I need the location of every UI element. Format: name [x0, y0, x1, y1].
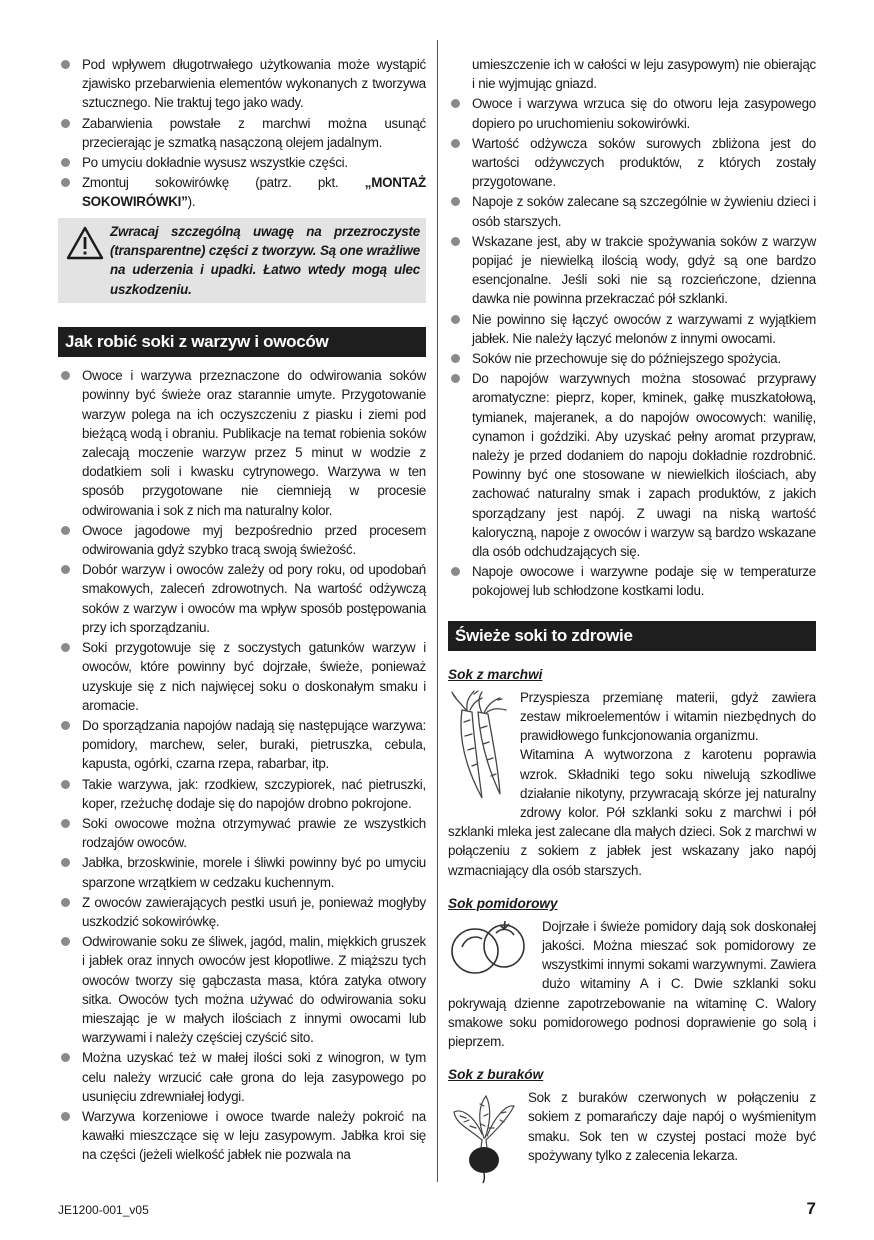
juice-paragraph: Dojrzałe i świeże pomidory dają sok doskonałej jakości. Można mieszać sok pomidorowy ze wszystkimi innymi sokami warzywnymi. Zawiera dużo witaminy A i C. Dwie szklanki soku pokrywają dzienne zapotrzebowanie na witaminę C. Walory smakowe soku pomidorowego podnosi doprawienie go solą i pieprzem.: [448, 918, 816, 1049]
list-item: Z owoców zawierających pestki usuń je, ponieważ mogłyby uszkodzić sokowirówkę.: [58, 893, 426, 931]
list-item: Wartość odżywcza soków surowych zbliżona jest do wartości odżywczych produktów, z których zostały przygotowane.: [448, 134, 816, 192]
assembly-text: Zmontuj sokowirówkę (patrz. pkt.: [82, 175, 365, 191]
right-column: [448, 55, 816, 1200]
section-title-juices-howto: Jak robić soki z warzyw i owoców: [58, 327, 426, 357]
assembly-end: ).: [187, 194, 196, 210]
juice-tomato: [448, 894, 816, 1051]
list-item: Wskazane jest, aby w trakcie spożywania soków z warzyw popijać je niewielką ilością wody, gdyż są one bardzo esencjonalne. Jeśli soki nie są rozcieńczone, dzienna dawka nie powinna przekraczać pół szklanki.: [448, 232, 816, 309]
left-column: [58, 55, 426, 1166]
juice-title: Sok z buraków: [448, 1067, 544, 1083]
list-item: Takie warzywa, jak: rzodkiew, szczypiorek, nać pietruszki, koper, rzeżuchę dodaje się do napojów drobno pokrojone.: [58, 775, 426, 813]
section-title-fresh-juices: Świeże soki to zdrowie: [448, 621, 816, 651]
warning-triangle-icon: [66, 222, 110, 265]
list-item: Soki owocowe można otrzymywać prawie ze wszystkich rodzajów owoców.: [58, 814, 426, 852]
juice-title: Sok z marchwi: [448, 666, 543, 682]
list-item: Można uzyskać też w małej ilości soki z winogron, w tym celu należy wrzucić całe grona do leja zasypowego po usunięciu zdrewniałej łodygi.: [58, 1048, 426, 1106]
list-item: Do napojów warzywnych można stosować przyprawy aromatyczne: pieprz, koper, kminek, gałkę muszkatołową, tymianek, majeranek, a do napojów owocowych: wanilię, cynamon i goździki. Aby uzyskać pełny aromat przypraw, należy je przed dodaniem do napoju dokładnie rozdrobnić. Powinny być one stosowane w niewielkich ilościach, aby zachować naturalny smak i zapach produktów, z jakich sporządzany jest napój. Z uwagi na niską wartość kaloryczną, napoje z owoców i warzyw są bardzo wskazane dla osób odchudzających się.: [448, 369, 816, 561]
list-item: Napoje z soków zalecane są szczególnie w żywieniu dzieci i osób starszych.: [448, 192, 816, 230]
column-divider: [437, 40, 438, 1182]
warning-box: [58, 218, 426, 304]
juice-beet: [448, 1065, 816, 1186]
warning-text: Zwracaj szczególną uwagę na przezroczyste (transparentne) części z tworzyw. Są one wrażliwe na uderzenia i upadki. Łatwo wtedy mogą ulec uszkodzeniu.: [110, 223, 420, 297]
list-item: Owoce jagodowe myj bezpośrednio przed procesem odwirowania gdyż szybko tracą swoją świeżość.: [58, 521, 426, 559]
document-code: JE1200-001_v05: [58, 1203, 149, 1217]
list-item: Odwirowanie soku ze śliwek, jagód, malin, miękkich gruszek i jabłek oraz innych owoców jest kłopotliwe. Z miąższu tych owoców tworzy się gąbczasta masa, która zatyka otwory sitka. Owoców tych można używać do odwirowania soku mieszając je w małych ilościach z innymi owocami lub warzywami i należy częściej czyścić sito.: [58, 932, 426, 1047]
juice-paragraph: Sok z buraków czerwonych w połączeniu z sokiem z pomarańczy daje napój o wyśmienitym smaku. Sok ten w czystej postaci może być spożywany tylko z zalecenia lekarza.: [528, 1090, 816, 1163]
list-item: Owoce i warzywa wrzuca się do otworu leja zasypowego dopiero po uruchomieniu sokowirówki.: [448, 94, 816, 132]
juice-title: Sok pomidorowy: [448, 895, 558, 911]
list-item: Po umyciu dokładnie wysusz wszystkie części.: [58, 153, 426, 172]
list-item: Pod wpływem długotrwałego użytkowania może wystąpić zjawisko przebarwienia elementów wykonanych z tworzywa sztucznego. Nie traktuj tego jako wady.: [58, 55, 426, 113]
carrot-icon: [448, 688, 512, 804]
beet-icon: [448, 1088, 520, 1184]
list-item: Soków nie przechowuje się do późniejszego spożycia.: [448, 349, 816, 368]
assembly-reference: „MONTAŻ SOKOWIRÓWKI”: [82, 175, 426, 210]
list-item: Owoce i warzywa przeznaczone do odwirowania soków powinny być świeże oraz starannie umyte. Przygotowanie warzyw polega na ich oczyszczeniu z piasku i ziemi pod bieżącą wodą i obraniu. Publikacje na temat robienia soków zalecają moczenie warzyw przez 5 minut w wodzie z dodatkiem soli i kwasku cytrynowego. Warzywa w ten sposób przygotowane nie ciemnieją w procesie odwirowania i sok z nich ma naturalny kolor.: [58, 366, 426, 520]
list-item: [58, 173, 426, 211]
list-item: Zabarwienia powstałe z marchwi można usunąć przecierając je szmatką nasączoną olejem jadalnym.: [58, 114, 426, 152]
continued-text: umieszczenie ich w całości w leju zasypowym) nie obierając i nie wyjmując gniazd.: [472, 57, 816, 92]
list-item: Soki przygotowuje się z soczystych gatunków warzyw i owoców, które powinny być dojrzałe, świeże, ponieważ uzyskuje się z nich najwięcej soku o doskonałym smaku i aromacie.: [58, 638, 426, 715]
list-item: Napoje owocowe i warzywne podaje się w temperaturze pokojowej lub schłodzone kostkami lodu.: [448, 562, 816, 600]
juice-paragraph: Przyspiesza przemianę materii, gdyż zawiera zestaw mikroelementów i witamin niezbędnych do prawidłowego funkcjonowania organizmu.: [520, 689, 816, 744]
howto-list: [58, 366, 426, 1164]
juice-carrot: [448, 665, 816, 880]
tips-list: [448, 94, 816, 600]
juice-paragraph: Witamina A wytworzona z karotenu poprawia wzrok. Składniki tego soku niwelują szkodliwe działanie nikotyny, przywracają skórze jej naturalny zdrowy kolor. Pół szklanki soku z marchwi i pół szklanki mleka jest zalecane dla małych dzieci. Sok z marchwi w połączeniu z sokiem z jabłek jest wskazany jako napój wzmacniający dla osób starszych.: [448, 747, 816, 878]
list-item: Do sporządzania napojów nadają się następujące warzywa: pomidory, marchew, seler, buraki, pietruszka, cebula, kapusta, ogórki, czarna rzepa, rabarbar, itp.: [58, 716, 426, 774]
list-item: Jabłka, brzoskwinie, morele i śliwki powinny być po umyciu sparzone wrzątkiem w cedzaku kuchennym.: [58, 853, 426, 891]
list-item: Nie powinno się łączyć owoców z warzywami z wyjątkiem jabłek. Nie należy łączyć melonów z innymi owocami.: [448, 310, 816, 348]
list-item: Warzywa korzeniowe i owoce twarde należy pokroić na kawałki mieszczące się w leju zasypowym. Jabłka kroi się na części (jeżeli wielkość jabłek nie pozwala na: [58, 1107, 426, 1165]
tomato-icon: [448, 917, 534, 977]
page-number: 7: [806, 1199, 816, 1218]
care-list: [58, 55, 426, 212]
list-item: Dobór warzyw i owoców zależy od pory roku, od upodobań smakowych, zaleceń zdrowotnych. Na wartość odżywczą soków z warzyw i owoców ma wpływ sposób postępowania przy ich sporządzaniu.: [58, 560, 426, 637]
